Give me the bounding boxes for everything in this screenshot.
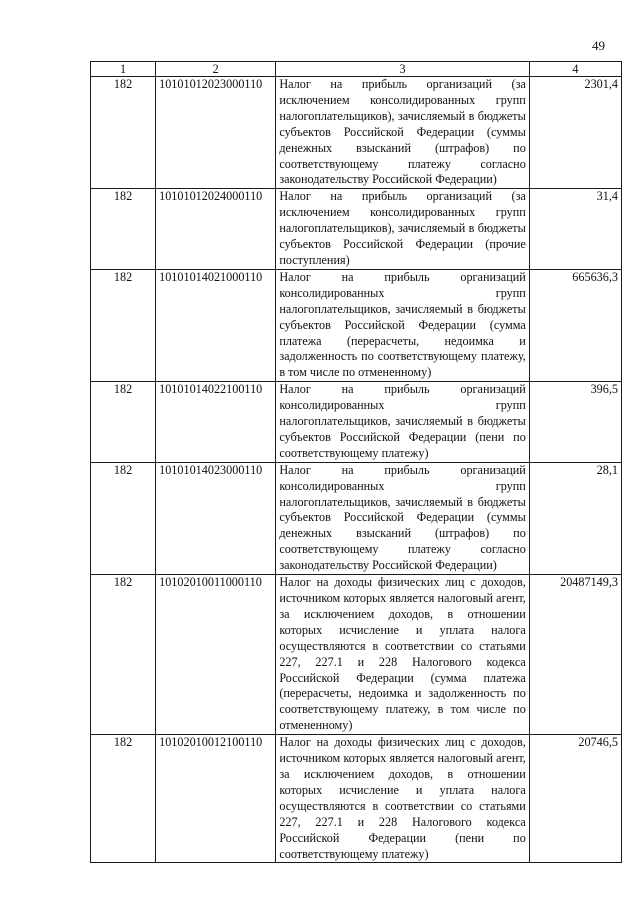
- budget-code-cell: 10102010011000110: [156, 575, 276, 735]
- revenue-name-cell: Налог на прибыль организаций консолидированных групп налогоплательщиков, зачисляемый в бюджеты субъектов Российской Федерации (пени по соответствующему платежу): [276, 382, 529, 463]
- amount-cell: 2301,4: [529, 77, 621, 189]
- column-header-1: 1: [91, 62, 156, 77]
- admin-code-cell: 182: [91, 462, 156, 574]
- revenue-name-cell: Налог на прибыль организаций (за исключением консолидированных групп налогоплательщиков), зачисляемый в бюджеты субъектов Российской Федерации (прочие поступления): [276, 189, 529, 270]
- revenue-name-cell: Налог на прибыль организаций консолидированных групп налогоплательщиков, зачисляемый в бюджеты субъектов Российской Федерации (суммы денежных взысканий (штрафов) по соответствующему платежу согласно законодательству Российской Федерации): [276, 462, 529, 574]
- header-row: [91, 62, 622, 77]
- revenue-name-cell: Налог на доходы физических лиц с доходов, источником которых является налоговый агент, за исключением доходов, в отношении которых исчисление и уплата налога осуществляются в соответствии со статьями 227, 227.1 и 228 Налогового кодекса Российской Федерации (сумма платежа (перерасчеты, недоимка и задолженность по соответствующему платежу, в том числе по отмененному): [276, 575, 529, 735]
- amount-cell: 20487149,3: [529, 575, 621, 735]
- admin-code-cell: 182: [91, 735, 156, 863]
- budget-code-cell: 10101012024000110: [156, 189, 276, 270]
- table-header: [91, 62, 622, 77]
- budget-code-cell: 10101014023000110: [156, 462, 276, 574]
- table-row: [91, 735, 622, 863]
- table-body: [91, 77, 622, 863]
- budget-code-cell: 10101014021000110: [156, 269, 276, 381]
- amount-cell: 665636,3: [529, 269, 621, 381]
- table-row: [91, 189, 622, 270]
- table-row: [91, 269, 622, 381]
- table-row: [91, 462, 622, 574]
- column-header-3: 3: [276, 62, 529, 77]
- revenue-name-cell: Налог на доходы физических лиц с доходов, источником которых является налоговый агент, за исключением доходов, в отношении которых исчисление и уплата налога осуществляются в соответствии со статьями 227, 227.1 и 228 Налогового кодекса Российской Федерации (пени по соответствующему платежу): [276, 735, 529, 863]
- budget-code-cell: 10101014022100110: [156, 382, 276, 463]
- admin-code-cell: 182: [91, 77, 156, 189]
- column-header-2: 2: [156, 62, 276, 77]
- table-row: [91, 77, 622, 189]
- admin-code-cell: 182: [91, 189, 156, 270]
- table-row: [91, 575, 622, 735]
- page-number: 49: [592, 38, 605, 53]
- admin-code-cell: 182: [91, 382, 156, 463]
- revenue-name-cell: Налог на прибыль организаций (за исключением консолидированных групп налогоплательщиков), зачисляемый в бюджеты субъектов Российской Федерации (суммы денежных взысканий (штрафов) по соответствующему платежу согласно законодательству Российской Федерации): [276, 77, 529, 189]
- column-header-4: 4: [529, 62, 621, 77]
- revenue-name-cell: Налог на прибыль организаций консолидированных групп налогоплательщиков, зачисляемый в бюджеты субъектов Российской Федерации (сумма платежа (перерасчеты, недоимка и задолженность по соответствующему платежу, в том числе по отмененному): [276, 269, 529, 381]
- amount-cell: 20746,5: [529, 735, 621, 863]
- amount-cell: 31,4: [529, 189, 621, 270]
- admin-code-cell: 182: [91, 575, 156, 735]
- admin-code-cell: 182: [91, 269, 156, 381]
- amount-cell: 396,5: [529, 382, 621, 463]
- amount-cell: 28,1: [529, 462, 621, 574]
- budget-code-cell: 10101012023000110: [156, 77, 276, 189]
- revenue-table: [90, 61, 622, 863]
- budget-code-cell: 10102010012100110: [156, 735, 276, 863]
- table-row: [91, 382, 622, 463]
